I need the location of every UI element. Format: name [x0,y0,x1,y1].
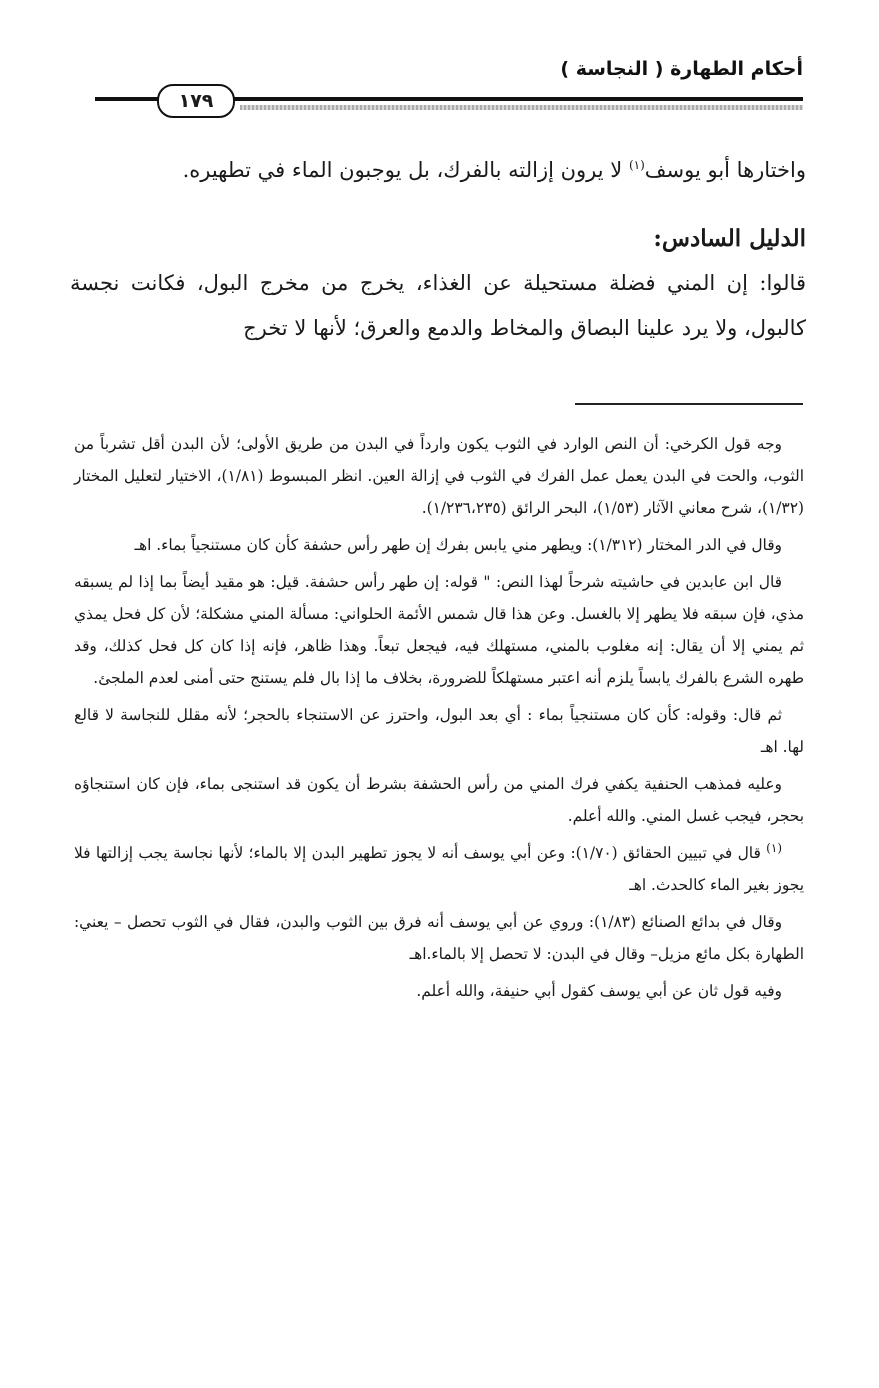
footnote-paragraph: ثم قال: وقوله: كأن كان مستنجياً بماء : أي بعد البول، واحترز عن الاستنجاء بالحجر؛ لأنه مقلل للنجاسة لا قالع لها. اهـ [74,706,804,756]
main-paragraph-1 [70,148,806,193]
main-text [70,148,806,351]
footnote-separator [575,403,803,405]
footnote-1-marker: (١) [766,840,782,855]
running-title: أحكام الطهارة ( النجاسة ) [560,58,803,80]
footnote-paragraph: وفيه قول ثان عن أبي يوسف كقول أبي حنيفة، والله أعلم. [416,982,782,1000]
main-paragraph-1-end: لا يرون إزالته بالفرك، بل يوجبون الماء في تطهيره. [182,158,629,182]
footnote-ref-1: (١) [628,158,645,172]
main-paragraph-2: قالوا: إن المني فضلة مستحيلة عن الغذاء، يخرج من مخرج البول، فكانت نجسة كالبول، ولا يرد علينا البصاق والمخاط والدمع والعرق؛ لأنها لا تخرج [70,271,806,340]
footnote-paragraph: وقال في بدائع الصنائع (١/٨٣): وروي عن أبي يوسف أنه فرق بين الثوب والبدن، فقال في الثوب تحصل – يعني: الطهارة بكل مائع مزيل– وقال في البدن: لا تحصل إلا بالماء.اهـ [74,913,804,963]
footnote-paragraph: وجه قول الكرخي: أن النص الوارد في الثوب يكون وارداً في البدن من طريق الأولى؛ لأن البدن أقل تشرباً من الثوب، والحت في البدن يعمل عمل الفرك في الثوب في إزالة العين. انظر المبسوط (١/٨١)، الاختيار لتعليل المختار (١/٣٢)، شرح معاني الآثار (١/٥٣)، البحر الرائق (١/٢٣٦،٢٣٥). [74,435,804,517]
footnotes [74,428,804,1012]
footnote-paragraph: وعليه فمذهب الحنفية يكفي فرك المني من رأس الحشفة بشرط أن يكون قد استنجى بماء، فإن كان استنجاؤه بحجر، فيجب غسل المني. والله أعلم. [74,775,804,825]
footnote-paragraph: وقال في الدر المختار (١/٣١٢): ويطهر مني يابس بفرك إن طهر رأس حشفة كأن كان مستنجياً بماء. اهـ [134,536,782,554]
footnote-1-text: قال في تبيين الحقائق (١/٧٠): وعن أبي يوسف أنه لا يجوز تطهير البدن إلا بالماء؛ لأنها نجاسة يجب إزالتها فلا يجوز بغير الماء كالحدث. اهـ [74,844,804,894]
header-rule-hatched [240,105,803,110]
section-heading: الدليل السادس: [653,225,806,252]
footnote-paragraph: قال ابن عابدين في حاشيته شرحاً لهذا النص: " قوله: إن طهر رأس حشفة. قيل: هو مقيد أيضاً بما إذا لم يسبقه مذي، فإن سبقه فلا يطهر إلا بالغسل. وعن هذا قال شمس الأئمة الحلواني: مسألة المني مشكلة؛ لأن كل فحل يمذي ثم يمني إلا أن يقال: إنه مغلوب بالمني، مستهلك فيه، فيجعل تبعاً. وهذا ظاهر، فإنه إذا كان كل فحل كذلك، وقد طهره الشرع بالفرك يابساً يلزم أنه اعتبر مستهلكاً للضرورة، بخلاف ما إذا بال فلم يستنج حتى أمنى لعدم الملجئ. [74,573,804,687]
page-number: ١٧٩ [157,84,235,118]
footnote-1 [74,837,804,901]
running-header [95,58,803,128]
main-paragraph-1-start: واختارها أبو يوسف [644,158,806,182]
